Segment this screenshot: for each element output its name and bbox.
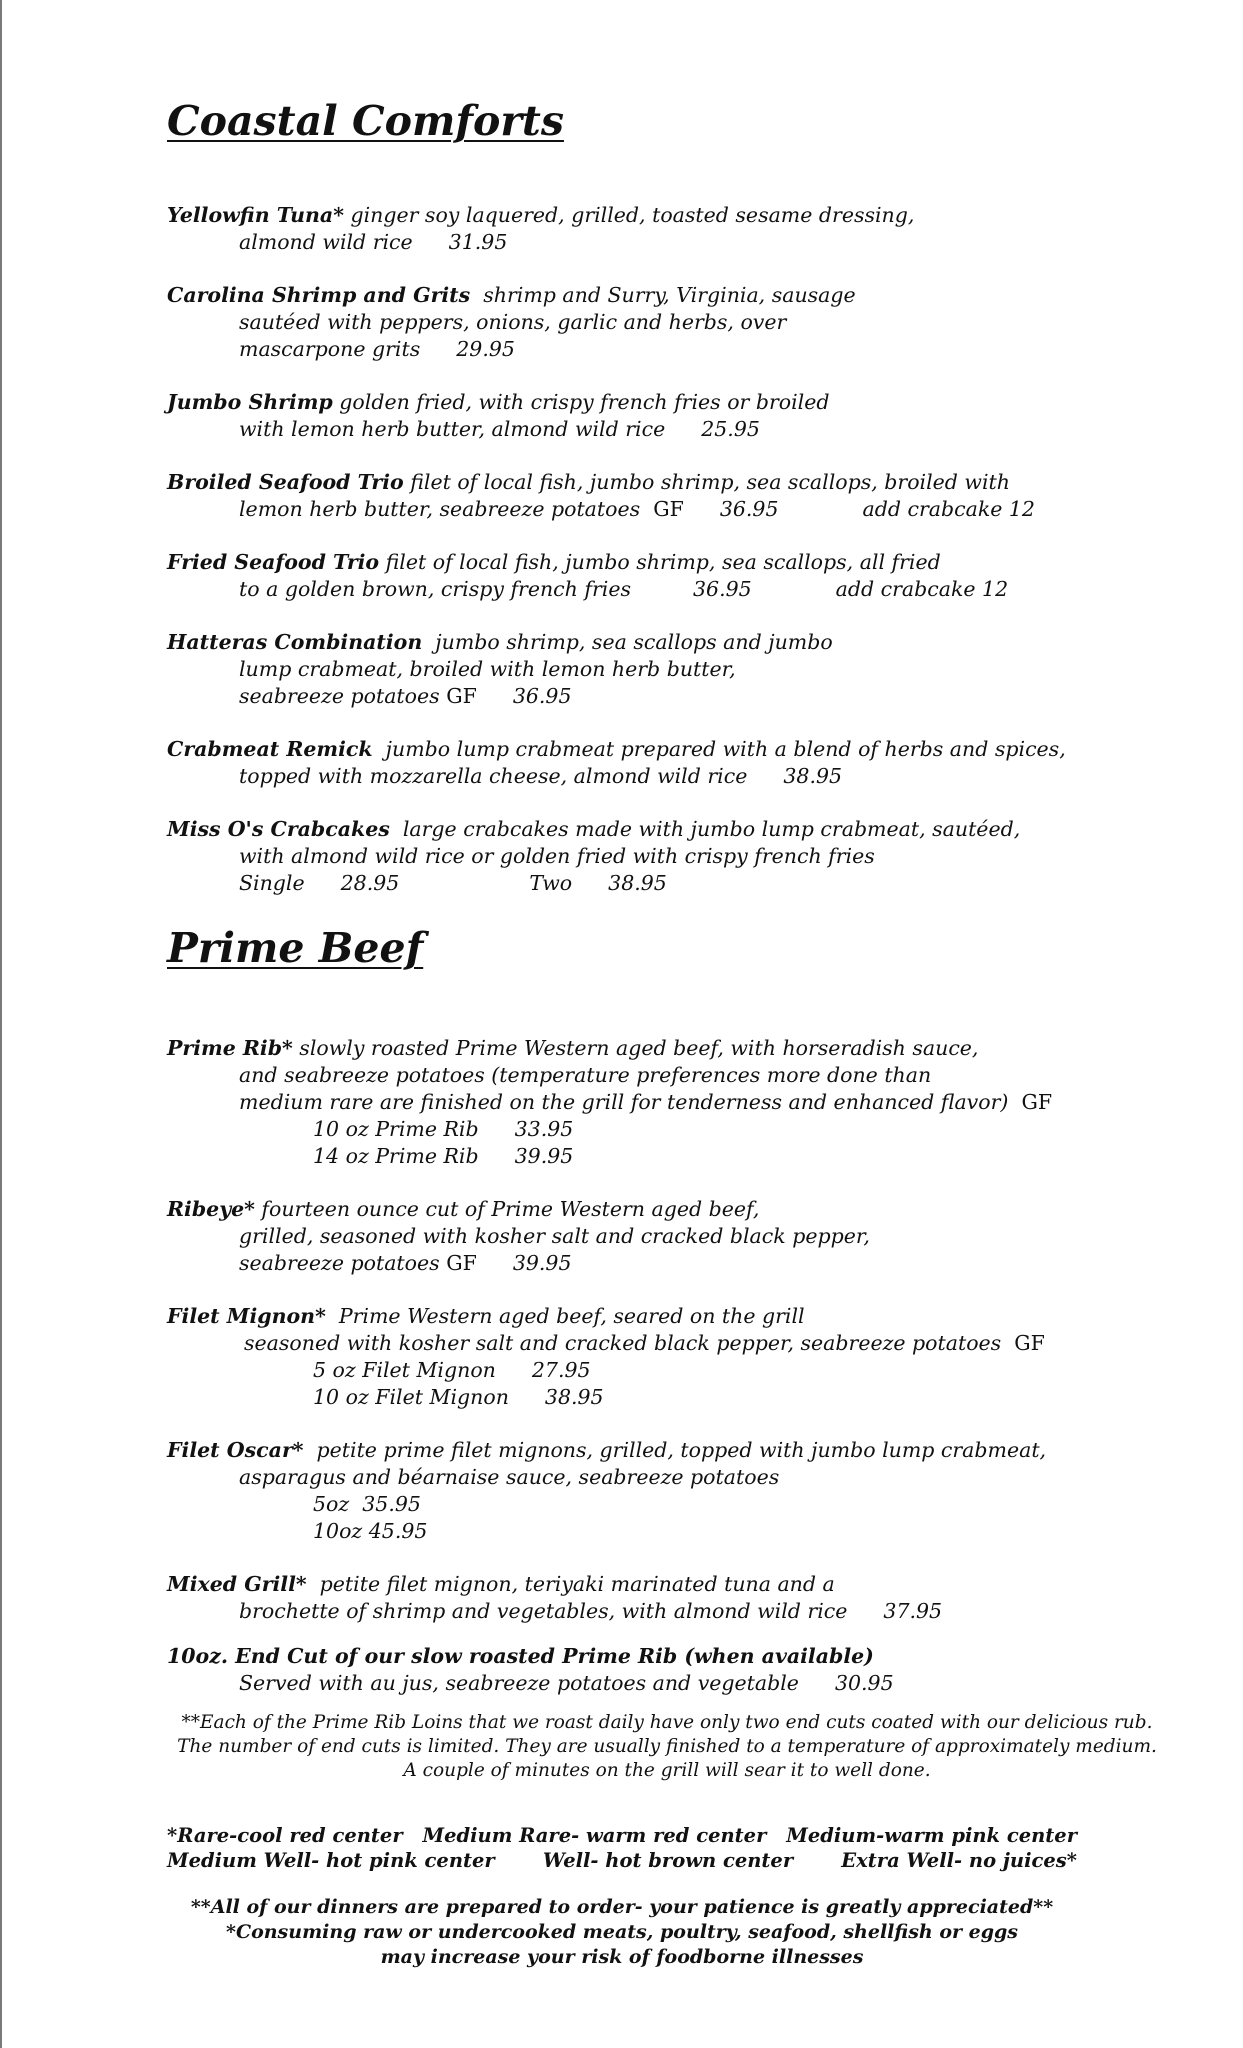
- item-description: sautéed with peppers, onions, garlic and herbs, over: [239, 310, 787, 334]
- item-description: filet of local fish, jumbo shrimp, sea scallops, all fried: [385, 550, 941, 574]
- temperature-extra-well: Extra Well- no juices*: [841, 1849, 1077, 1872]
- item-description: large crabcakes made with jumbo lump crabmeat, sautéed,: [402, 817, 1021, 841]
- item-price: 45.95: [368, 1519, 428, 1543]
- item-name: Crabmeat Remick: [167, 737, 373, 761]
- item-price: 39.95: [514, 1144, 574, 1168]
- item-description: mascarpone grits: [239, 337, 421, 361]
- menu-item-mixed-grill: [167, 1571, 1167, 1625]
- item-price: 27.95: [531, 1358, 591, 1382]
- size-option: 10 oz Prime Rib 33.95: [313, 1117, 574, 1141]
- temperature-well: Well- hot brown center: [542, 1849, 794, 1872]
- item-description: jumbo lump crabmeat prepared with a blend of herbs and spices,: [385, 737, 1066, 761]
- footer-disclaimer: **All of our dinners are prepared to order- your patience is greatly appreciated** *Consuming raw or undercooked meats, poultry, seafood, shellfish or eggs may increase your risk of foodborne illnesses: [190, 1896, 1054, 1968]
- gluten-free-tag: GF: [1014, 1331, 1045, 1355]
- item-description: petite prime filet mignons, grilled, topped with jumbo lump crabmeat,: [316, 1438, 1047, 1462]
- item-description: Prime Western aged beef, seared on the grill: [338, 1304, 805, 1328]
- item-description: seabreeze potatoes: [239, 1251, 440, 1275]
- menu-page: [167, 96, 1167, 1970]
- item-description: seabreeze potatoes: [239, 684, 440, 708]
- gluten-free-tag: GF: [653, 497, 684, 521]
- size-option: 10oz 45.95: [313, 1519, 428, 1543]
- item-price: 39.95: [512, 1251, 572, 1275]
- item-name: 10oz. End Cut of our slow roasted Prime Rib (when available): [167, 1644, 874, 1668]
- item-description: medium rare are finished on the grill for tenderness and enhanced flavor): [239, 1090, 1009, 1114]
- section-title-coastal-comforts: Coastal Comforts: [167, 97, 564, 145]
- item-description: almond wild rice: [239, 230, 413, 254]
- item-price: 38.95: [544, 1385, 604, 1409]
- size-option: 5 oz Filet Mignon 27.95: [313, 1358, 591, 1382]
- gluten-free-tag: GF: [446, 684, 477, 708]
- item-description: grilled, seasoned with kosher salt and cracked black pepper,: [239, 1224, 870, 1248]
- menu-item-ribeye: [167, 1196, 1167, 1277]
- item-price: 31.95: [448, 230, 508, 254]
- addon-text: add crabcake 12: [835, 577, 1009, 601]
- item-description: filet of local fish, jumbo shrimp, sea scallops, broiled with: [410, 470, 1010, 494]
- temperature-rare: *Rare-cool red center: [167, 1824, 403, 1847]
- item-description: asparagus and béarnaise sauce, seabreeze potatoes: [239, 1465, 780, 1489]
- menu-item-jumbo-shrimp: [167, 389, 1167, 443]
- item-description: topped with mozzarella cheese, almond wild rice: [239, 764, 748, 788]
- gluten-free-tag: GF: [1021, 1090, 1053, 1114]
- size-label: Single: [239, 871, 305, 895]
- addon-text: add crabcake 12: [862, 497, 1035, 521]
- temperature-medium-rare: Medium Rare- warm red center: [422, 1824, 767, 1847]
- temperature-medium: Medium-warm pink center: [786, 1824, 1077, 1847]
- temperature-medium-well: Medium Well- hot pink center: [167, 1849, 495, 1872]
- item-description: slowly roasted Prime Western aged beef, with horseradish sauce,: [299, 1036, 979, 1060]
- menu-item-end-cut-prime-rib: [167, 1643, 1167, 1697]
- menu-item-crabmeat-remick: [167, 736, 1167, 790]
- size-option: 10 oz Filet Mignon 38.95: [313, 1385, 604, 1409]
- item-description: fourteen ounce cut of Prime Western aged beef,: [261, 1197, 760, 1221]
- menu-item-broiled-seafood-trio: [167, 469, 1167, 523]
- item-description: lump crabmeat, broiled with lemon herb butter,: [239, 657, 736, 681]
- item-price: 28.95: [340, 871, 400, 895]
- gluten-free-tag: GF: [446, 1251, 477, 1275]
- section-title-prime-beef: Prime Beef: [167, 924, 424, 972]
- item-description: brochette of shrimp and vegetables, with almond wild rice: [239, 1599, 848, 1623]
- item-price: 36.95: [512, 684, 572, 708]
- item-price: 25.95: [701, 417, 760, 441]
- item-name: Filet Oscar*: [167, 1438, 304, 1462]
- item-price: 36.95: [719, 497, 779, 521]
- item-price: 35.95: [362, 1492, 421, 1516]
- item-name: Filet Mignon*: [167, 1304, 326, 1328]
- item-price: 36.95: [692, 577, 752, 601]
- menu-item-prime-rib: [167, 1035, 1167, 1170]
- item-description: shrimp and Surry, Virginia, sausage: [483, 283, 856, 307]
- item-name: Mixed Grill*: [167, 1572, 307, 1596]
- item-description: lemon herb butter, seabreeze potatoes: [239, 497, 641, 521]
- item-name: Broiled Seafood Trio: [167, 470, 404, 494]
- item-description: Served with au jus, seabreeze potatoes and vegetable: [239, 1671, 799, 1695]
- item-description: ginger soy laquered, grilled, toasted sesame dressing,: [350, 203, 915, 227]
- size-label: Two: [529, 871, 573, 895]
- menu-item-yellowfin-tuna: [167, 202, 1167, 256]
- item-name: Miss O's Crabcakes: [167, 817, 390, 841]
- item-description: petite filet mignon, teriyaki marinated tuna and a: [319, 1572, 835, 1596]
- item-description: seasoned with kosher salt and cracked black pepper, seabreeze potatoes: [244, 1331, 1002, 1355]
- item-price: 37.95: [883, 1599, 943, 1623]
- temperature-guide: [167, 1823, 1167, 1873]
- menu-item-miss-os-crabcakes: [167, 816, 1167, 897]
- item-name: Fried Seafood Trio: [167, 550, 380, 574]
- end-cut-note: **Each of the Prime Rib Loins that we roast daily have only two end cuts coated with our delicious rub. The number of end cuts is limited. They are usually finished to a temperature of approximately medium. A couple of minutes on the grill will sear it to well done.: [177, 1712, 1157, 1781]
- page-left-border: [0, 0, 2, 2048]
- menu-item-hatteras-combination: [167, 629, 1167, 710]
- item-description: with lemon herb butter, almond wild rice: [239, 417, 666, 441]
- size-option: 14 oz Prime Rib 39.95: [313, 1144, 574, 1168]
- item-name: Hatteras Combination: [167, 630, 423, 654]
- item-description: and seabreeze potatoes (temperature preferences more done than: [239, 1063, 932, 1087]
- item-name: Jumbo Shrimp: [167, 390, 333, 414]
- menu-item-filet-oscar: [167, 1437, 1167, 1545]
- item-price: 30.95: [834, 1671, 894, 1695]
- item-description: to a golden brown, crispy french fries: [239, 577, 631, 601]
- menu-item-filet-mignon: [167, 1303, 1167, 1411]
- item-description: golden fried, with crispy french fries or broiled: [339, 390, 830, 414]
- item-name: Ribeye*: [167, 1197, 255, 1221]
- item-name: Carolina Shrimp and Grits: [167, 283, 471, 307]
- item-price: 38.95: [783, 764, 843, 788]
- menu-item-fried-seafood-trio: [167, 549, 1167, 603]
- item-price: 29.95: [456, 337, 515, 361]
- item-description: with almond wild rice or golden fried with crispy french fries: [239, 844, 875, 868]
- item-name: Prime Rib*: [167, 1036, 293, 1060]
- menu-item-carolina-shrimp-and-grits: [167, 282, 1167, 363]
- item-price: 33.95: [514, 1117, 574, 1141]
- size-option: 5oz 35.95: [313, 1492, 421, 1516]
- item-name: Yellowfin Tuna*: [167, 203, 344, 227]
- item-price: 38.95: [608, 871, 667, 895]
- item-description: jumbo shrimp, sea scallops and jumbo: [435, 630, 833, 654]
